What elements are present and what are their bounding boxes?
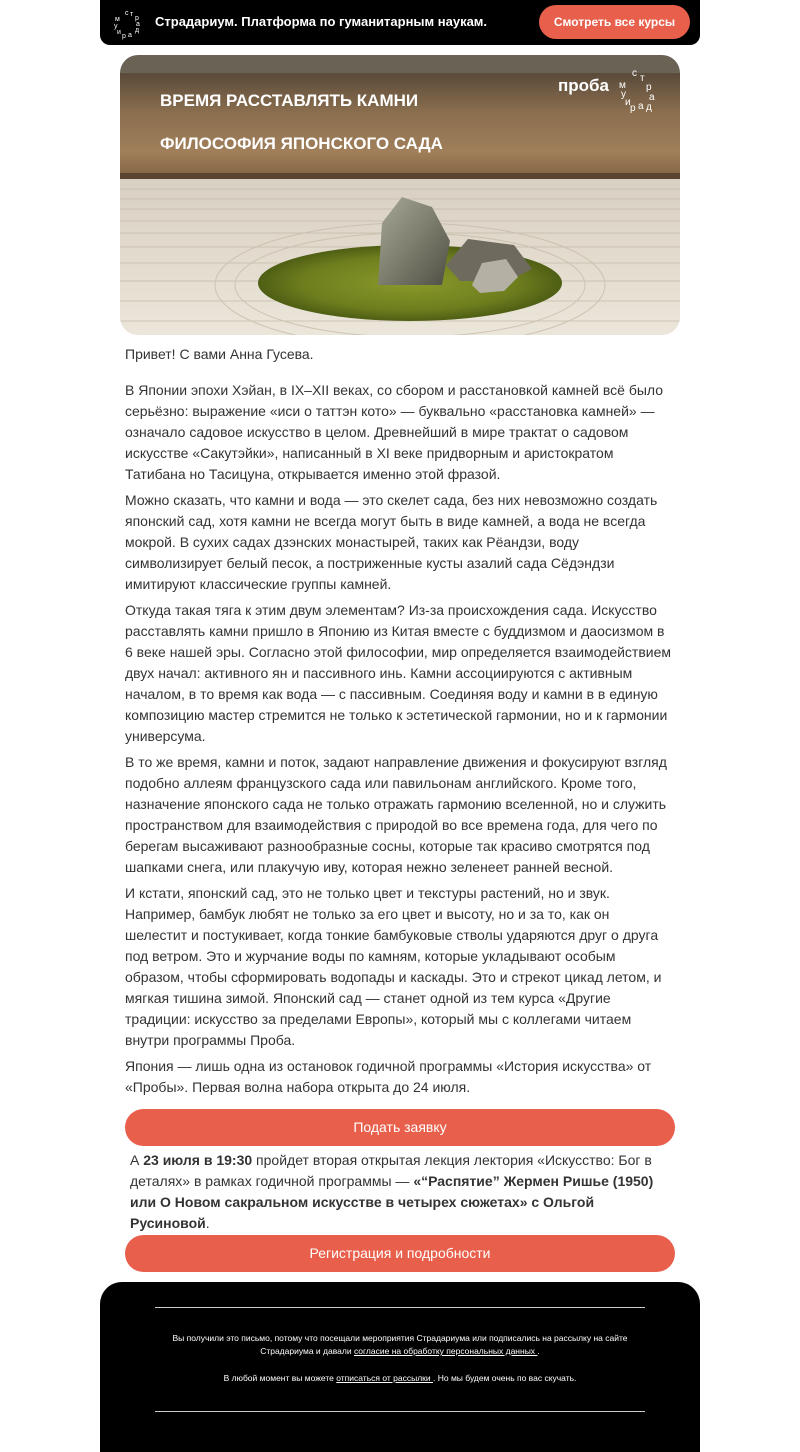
- lecture-prefix: А: [130, 1152, 144, 1168]
- hero-title-line1: ВРЕМЯ РАССТАВЛЯТЬ КАМНИ: [160, 91, 419, 110]
- unsubscribe-prefix: В любой момент вы можете: [223, 1373, 337, 1383]
- header-bar: [100, 0, 700, 45]
- hero-logo-letter: р: [646, 82, 652, 93]
- hero-logo-letter: с: [632, 68, 637, 79]
- logo-letter: у: [114, 23, 118, 30]
- hero-title-line2: ФИЛОСОФИЯ ЯПОНСКОГО САДА: [160, 134, 443, 153]
- hero-logo-letter: м: [619, 80, 626, 91]
- lecture-datetime: 23 июля в 19:30: [143, 1152, 253, 1168]
- paragraph: Можно сказать, что камни и вода — это скелет сада, без них невозможно создать японский сад, хотя камни не всегда могут быть в виде камней, а вода не всегда мокрой. В сухих садах дзэнских монастырей, таких как Рёандзи, воду символизирует белый песок, а постриженные кусты азалий сада Сёдэндзи имитируют классические группы камней.: [125, 492, 658, 592]
- footer: [100, 1282, 700, 1452]
- paragraph: В то же время, камни и поток, задают направление движения и фокусируют взгляд подобно аллеям французского сада или павильонам английского. Кроме того, назначение японского сада не только отражать гармонию вселенной, но и служить пространством для взаимодействия с природой во все времена года, для чего по берегам высаживают разнообразные сосны, которые так красиво смотрятся под шапками снега, или плакучую иву, которая нежно зеленеет ранней весной.: [125, 754, 667, 875]
- logo-letter: р: [135, 15, 139, 22]
- lecture-title: «“Распятие” Жермен Ришье (1950) или О Новом сакральном искусстве в четырех сюжетах» с Ольгой Русиновой: [130, 1173, 654, 1231]
- hero-logo-letter: а: [638, 101, 644, 112]
- consent-link[interactable]: согласие на обработку персональных данных: [353, 1346, 538, 1356]
- footer-divider: [155, 1411, 645, 1412]
- notice-text: Вы получили это письмо, потому что посещали мероприятия Страдариума или подписались на рассылку на сайте Страдариума и давали: [172, 1333, 628, 1356]
- header-title: Страдариум. Платформа по гуманитарным наукам.: [155, 14, 488, 29]
- hero-logo-letter: и: [625, 97, 631, 108]
- footer-divider: [155, 1307, 645, 1308]
- logo-letter: д: [135, 27, 140, 34]
- subscription-notice: [155, 1332, 645, 1358]
- proba-logo: проба: [558, 76, 609, 95]
- greeting: Привет! С вами Анна Гусева.: [125, 346, 314, 362]
- logo-letter: и: [117, 29, 121, 36]
- hero-logo-letter: у: [621, 89, 626, 100]
- paragraph: В Японии эпохи Хэйан, в IX–XII веках, со сбором и расстановкой камней всё было серьёзно: выражение «иси о таттэн кото» — буквально «расстановка камней» — означало садовое искусство в целом. Древнейший в мире трактат о садовом искусстве «Сакутэйки», написанный в XI веке придворным и аристократом Татибана но Тасицуна, открывается именно этой фразой.: [125, 382, 664, 482]
- letter-body: [125, 344, 675, 1103]
- lecture-suffix: .: [205, 1215, 210, 1231]
- hero-image[interactable]: [120, 55, 680, 335]
- hero-logo-letter: а: [649, 92, 655, 103]
- view-all-courses-button[interactable]: Смотреть все курсы: [539, 5, 690, 39]
- paragraph: И кстати, японский сад, это не только цвет и текстуры растений, но и звук. Например, бамбук любят не только за его цвет и высоту, но и за то, как он шелестит и постукивает, когда тонкие бамбуковые стволы ударяются друг о друга под ветром. Это и журчание воды по камням, которые укладывают особым образом, чтобы сформировать водопады и каскады. Это и стрекот цикад летом, и мягкая тишина зимой. Японский сад — станет одной из тем курса «Другие традиции: искусство за пределами Европы», который мы с коллегами читаем внутри программы Проба.: [125, 885, 662, 1048]
- logo-letter: а: [128, 32, 132, 39]
- hero-logo-letter: р: [630, 103, 636, 114]
- stradarium-logo[interactable]: [110, 6, 144, 40]
- apply-button[interactable]: Подать заявку: [125, 1109, 675, 1146]
- logo-letter: м: [115, 16, 120, 23]
- logo-letter: а: [136, 21, 140, 28]
- register-button[interactable]: Регистрация и подробности: [125, 1235, 675, 1272]
- zen-garden-illustration: [120, 55, 680, 335]
- paragraph: Япония — лишь одна из остановок годичной программы «История искусства» от «Пробы». Первая волна набора открыта до 24 июля.: [125, 1058, 652, 1095]
- hero-logo-letter: т: [640, 73, 645, 84]
- email-container: [100, 0, 700, 1444]
- hero-logo-letter: д: [646, 102, 652, 113]
- unsubscribe-notice: [155, 1372, 645, 1385]
- unsubscribe-link[interactable]: отписаться от рассылки: [336, 1373, 433, 1383]
- paragraph: Откуда такая тяга к этим двум элементам? Из-за происхождения сада. Искусство расставлять камни пришло в Японию из Китая вместе с буддизмом и даосизмом в 6 веке нашей эры. Согласно этой философии, мир определяется взаимодействием двух начал: активного ян и пассивного инь. Камни ассоциируются с активным началом, в то время как вода — с пассивным. Соединяя воду и камни в в единую композицию мастер стремится не только к эстетической гармонии, но и к гармонии универсума.: [125, 602, 671, 744]
- logo-letter: с: [125, 10, 129, 17]
- lecture-description: пройдет вторая открытая лекция лектория «Искусство: Бог в деталях» в рамках годичной программы —: [130, 1152, 652, 1189]
- notice-end: .: [537, 1346, 540, 1356]
- logo-letter: т: [130, 11, 134, 18]
- logo-letter: р: [122, 33, 126, 40]
- unsubscribe-suffix: . Но мы будем очень по вас скучать.: [433, 1373, 577, 1383]
- lecture-announcement: [130, 1150, 670, 1234]
